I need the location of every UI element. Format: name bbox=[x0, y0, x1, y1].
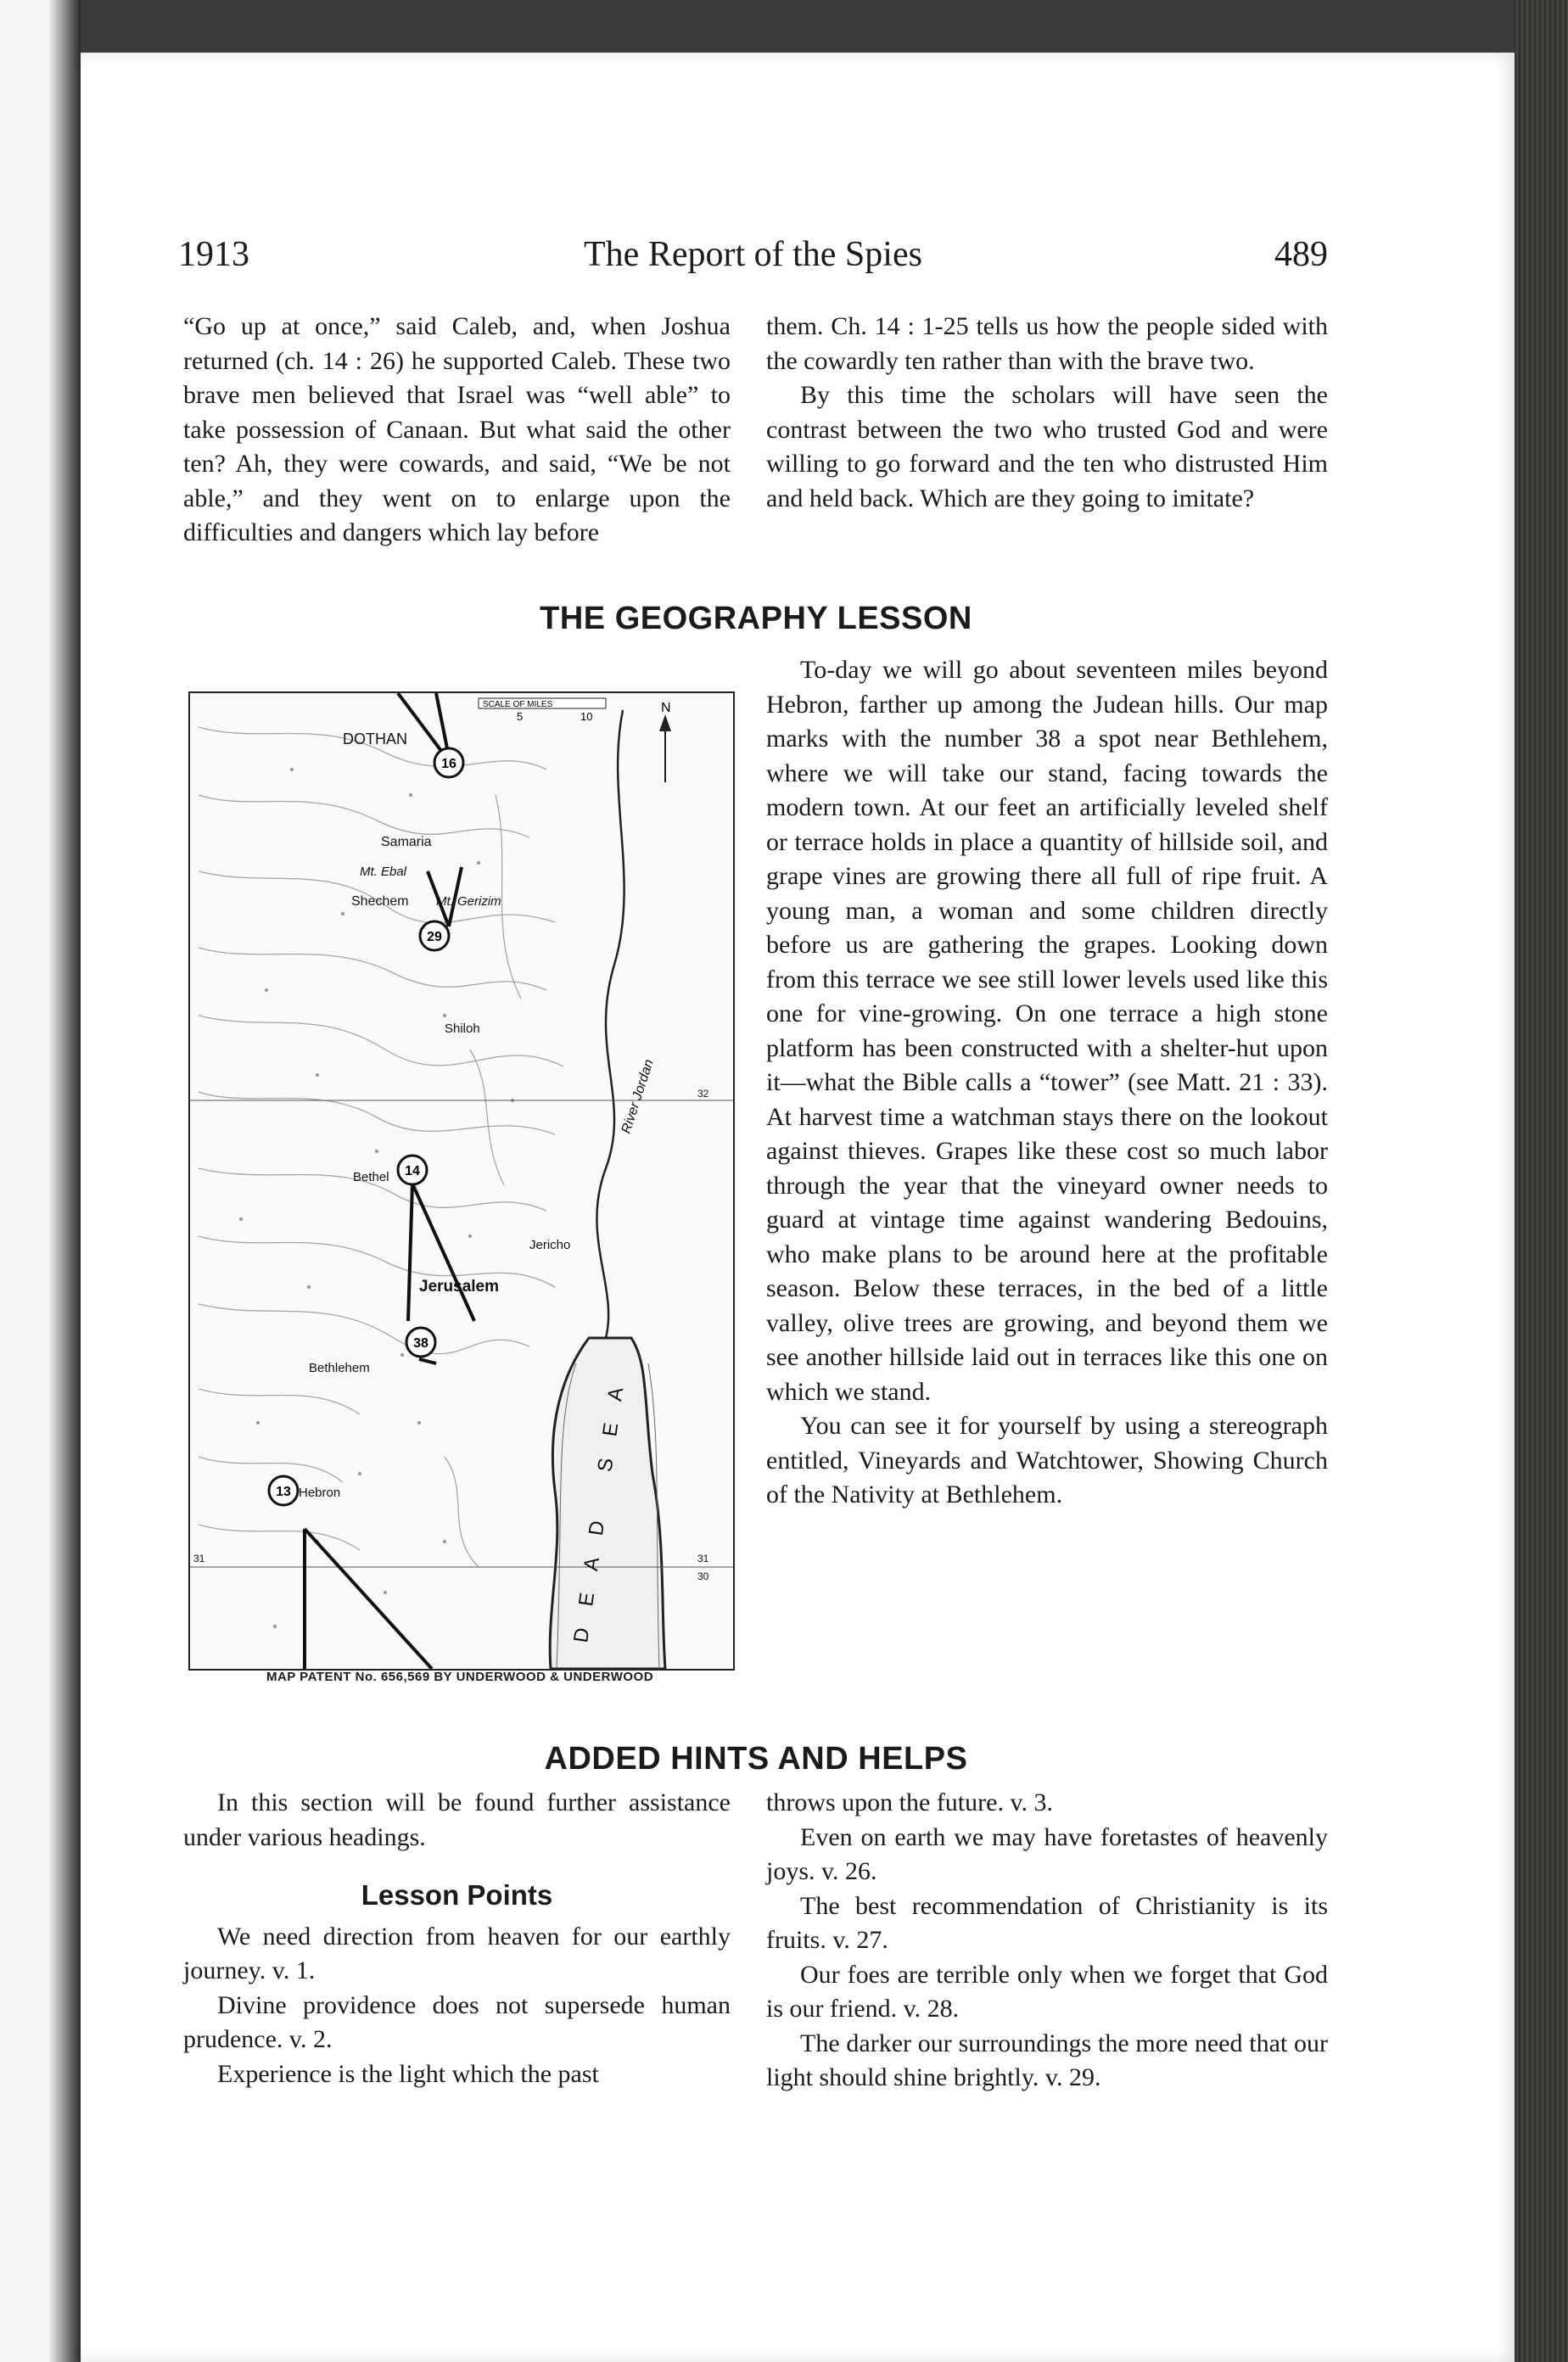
lesson-point: The darker our surroundings the more need that our light should shine brightly. v. 29. bbox=[766, 2029, 1328, 2091]
map-lat-label: 30 bbox=[697, 1570, 709, 1582]
map-scale-tick: 10 bbox=[580, 710, 593, 723]
map-label-shechem: Shechem bbox=[351, 894, 409, 909]
running-head bbox=[178, 229, 1328, 288]
body-paragraph: To-day we will go about seventeen miles beyond Hebron, farther up among the Judean hills. Our map marks with the number 38 a spot near Bethlehem, where we will take our stand, facing towards the modern town. At our feet an artificially leveled shelf or terrace holds in place a quantity of hillside soil, and grape vines are growing there all full of ripe fruit. A young man, a woman and some children directly before us are gathering the grapes. Looking down from this terrace we see still lower levels used like this one for vine-growing. On one terrace a high stone platform has been constructed with a shelter-hut upon it—what the Bible calls a “tower” (see Matt. 21 : 33). At harvest time a watchman stays there on the lookout against thieves. Grapes like these cost so much labor through the year that the vineyard owner needs to guard at vintage time against wandering Bedouins, who make plans to be around here at the profitable season. Below these terraces, in the bed of a little valley, olive trees are growing, and beyond them we see another hillside laid out in terraces like this one on which we stand. bbox=[766, 656, 1328, 1406]
map-label-hebron: Hebron bbox=[299, 1486, 341, 1500]
map-north-label: N bbox=[661, 701, 671, 715]
book-fore-edge bbox=[1515, 0, 1568, 2362]
map-label-dothan: DOTHAN bbox=[343, 730, 407, 747]
map-scale-label: SCALE OF MILES bbox=[483, 700, 553, 709]
map-marker-label: 14 bbox=[405, 1164, 420, 1178]
map-label-bethlehem: Bethlehem bbox=[309, 1361, 370, 1375]
geography-heading: THE GEOGRAPHY LESSON bbox=[540, 601, 972, 636]
lesson-point: We need direction from heaven for our earthly journey. v. 1. bbox=[183, 1922, 731, 1984]
body-paragraph: “Go up at once,” said Caleb, and, when Joshua returned (ch. 14 : 26) he supported Caleb. These two brave men believed that Israel was “well able” to take possession of Canaan. But what said the other ten? Ah, they were cowards, and said, “We be not able,” and they went on to enlarge upon the difficulties and dangers which lay before bbox=[183, 312, 731, 546]
lesson-point: Our foes are terrible only when we forget that God is our friend. v. 28. bbox=[766, 1960, 1328, 2023]
map-marker-label: 38 bbox=[413, 1336, 428, 1351]
lesson-point: throws upon the future. v. 3. bbox=[766, 1788, 1053, 1816]
hints-left-column bbox=[183, 1786, 731, 2091]
map-marker-label: 13 bbox=[276, 1485, 291, 1499]
body-paragraph: By this time the scholars will have seen the contrast between the two who trusted God and were willing to go forward and the ten who distrusted Him and held back. Which are they going to imitate? bbox=[766, 381, 1328, 512]
map-label-mt-ebal: Mt. Ebal bbox=[360, 865, 407, 879]
map-caption: MAP PATENT No. 656,569 BY UNDERWOOD & UNDERWOOD bbox=[266, 1670, 654, 1684]
map-lat-label: 31 bbox=[697, 1553, 709, 1564]
map-label-jerusalem: Jerusalem bbox=[419, 1278, 500, 1296]
top-left-column bbox=[183, 310, 731, 551]
map-lat-label: 31 bbox=[193, 1553, 205, 1564]
body-paragraph: You can see it for yourself by using a stereograph entitled, Vineyards and Watchtower, Showing Church of the Nativity at Bethlehem. bbox=[766, 1412, 1328, 1508]
map-marker-label: 29 bbox=[427, 930, 442, 944]
lesson-point: Even on earth we may have foretastes of heavenly joys. v. 26. bbox=[766, 1822, 1328, 1885]
lesson-point: Divine providence does not supersede human prudence. v. 2. bbox=[183, 1990, 731, 2053]
map-drawing bbox=[190, 693, 733, 1669]
running-head-title: The Report of the Spies bbox=[584, 235, 922, 274]
hints-heading: ADDED HINTS AND HELPS bbox=[544, 1741, 968, 1777]
map-scale-tick: 5 bbox=[517, 710, 524, 723]
palestine-map bbox=[188, 691, 735, 1671]
map-lat-label: 32 bbox=[697, 1088, 709, 1100]
top-right-column bbox=[766, 310, 1328, 516]
hints-intro: In this section will be found further assistance under various headings. bbox=[183, 1788, 731, 1851]
lesson-point: Experience is the light which the past bbox=[217, 2059, 599, 2088]
page-number: 489 bbox=[1274, 235, 1328, 274]
facing-page-edge bbox=[0, 0, 81, 2362]
map-label-bethel: Bethel bbox=[353, 1170, 389, 1184]
map-label-shiloh: Shiloh bbox=[445, 1021, 480, 1036]
lesson-point: The best recommendation of Christianity is its fruits. v. 27. bbox=[766, 1891, 1328, 1954]
map-label-river-jordan: River Jordan bbox=[619, 1057, 657, 1136]
map-label-samaria: Samaria bbox=[381, 835, 432, 849]
map-label-mt-gerizim: Mt. Gerizim bbox=[436, 894, 501, 909]
hints-right-column bbox=[766, 1786, 1328, 2096]
map-label-jericho: Jericho bbox=[529, 1238, 571, 1252]
geography-text-column bbox=[766, 653, 1328, 1513]
map-label-dead-sea: DEAD SEA bbox=[569, 1363, 631, 1644]
running-head-year: 1913 bbox=[178, 235, 249, 274]
lesson-points-heading: Lesson Points bbox=[361, 1879, 553, 1911]
body-paragraph: them. Ch. 14 : 1-25 tells us how the people sided with the cowardly ten rather than with the brave two. bbox=[766, 312, 1328, 375]
map-marker-label: 16 bbox=[441, 757, 456, 771]
jordan-river bbox=[596, 710, 624, 1338]
